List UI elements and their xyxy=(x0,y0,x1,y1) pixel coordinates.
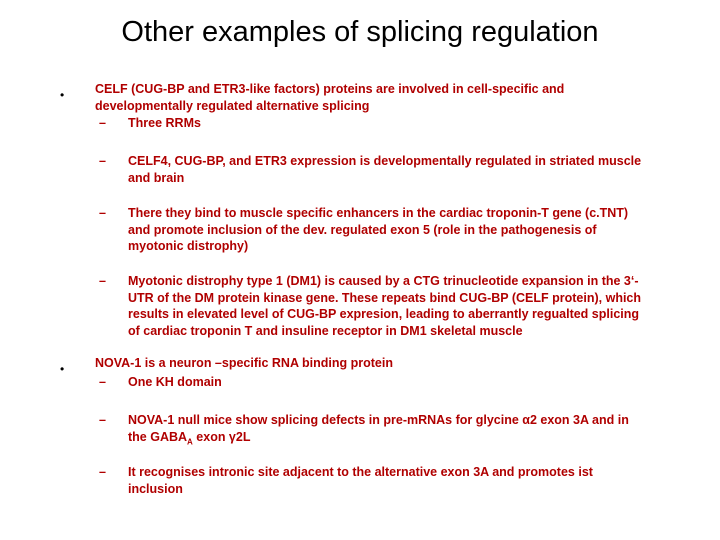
celf-dm1-line-3: results in elevated level of CUG-BP expresion, leading to aberrantly regualted splicing xyxy=(128,307,640,321)
nova-mice-line-1: NOVA-1 null mice show splicing defects in pre-mRNAs for glycine α2 exon 3A and in xyxy=(128,413,629,427)
celf-dm1-line-4: of cardiac troponin T and insuline receptor in DM1 skeletal muscle xyxy=(128,323,523,338)
celf-dm1 xyxy=(128,273,641,339)
dash-celf-rrms: – xyxy=(99,116,106,130)
celf-expression-line-2: and brain xyxy=(128,170,185,185)
celf-dm1-line-2: UTR of the DM protein kinase gene. These repeats bind CUG-BP (CELF protein), which xyxy=(128,290,642,305)
dash-nova-kh: – xyxy=(99,375,106,389)
celf-binding-line-1: There they bind to muscle specific enhancers in the cardiac troponin-T gene (c.TNT) xyxy=(128,206,629,220)
nova-site-line-1: It recognises intronic site adjacent to the alternative exon 3A and promotes ist xyxy=(128,465,593,479)
celf-heading xyxy=(95,81,564,114)
nova-heading-line-1: NOVA-1 is a neuron –specific RNA binding protein xyxy=(95,356,393,370)
bullet-celf: • xyxy=(60,88,65,102)
dash-celf-expression: – xyxy=(99,154,106,168)
nova-mice-line-2 xyxy=(128,429,629,446)
nova-kh xyxy=(128,374,222,391)
nova-mice-line-2-before: the GABA xyxy=(128,429,188,444)
celf-binding xyxy=(128,205,628,255)
dash-celf-dm1: – xyxy=(99,274,106,288)
celf-heading-line-2: developmentally regulated alternative splicing xyxy=(95,98,370,113)
bullet-nova: • xyxy=(60,362,65,376)
nova-site xyxy=(128,464,593,497)
dash-nova-mice: – xyxy=(99,413,106,427)
nova-mice xyxy=(128,412,629,445)
dash-nova-site: – xyxy=(99,465,106,479)
nova-mice-line-2-after: exon γ2L xyxy=(192,429,251,444)
nova-site-line-2: inclusion xyxy=(128,481,183,496)
nova-mice-line-2-subscript: A xyxy=(187,437,193,446)
page-title: Other examples of splicing regulation xyxy=(121,16,599,48)
nova-kh-line-1: One KH domain xyxy=(128,375,222,389)
celf-expression-line-1: CELF4, CUG-BP, and ETR3 expression is developmentally regulated in striated muscle xyxy=(128,154,642,168)
celf-binding-line-2: and promote inclusion of the dev. regulated exon 5 (role in the pathogenesis of xyxy=(128,222,597,237)
celf-binding-line-3: myotonic distrophy) xyxy=(128,239,249,253)
dash-celf-binding: – xyxy=(99,206,106,220)
celf-dm1-line-1: Myotonic distrophy type 1 (DM1) is caused by a CTG trinucleotide expansion in the 3‘- xyxy=(128,274,639,288)
celf-rrms xyxy=(128,115,201,132)
nova-heading xyxy=(95,355,393,372)
celf-rrms-line-1: Three RRMs xyxy=(128,116,201,130)
celf-expression xyxy=(128,153,641,186)
celf-heading-line-1: CELF (CUG-BP and ETR3-like factors) proteins are involved in cell-specific and xyxy=(95,82,565,96)
